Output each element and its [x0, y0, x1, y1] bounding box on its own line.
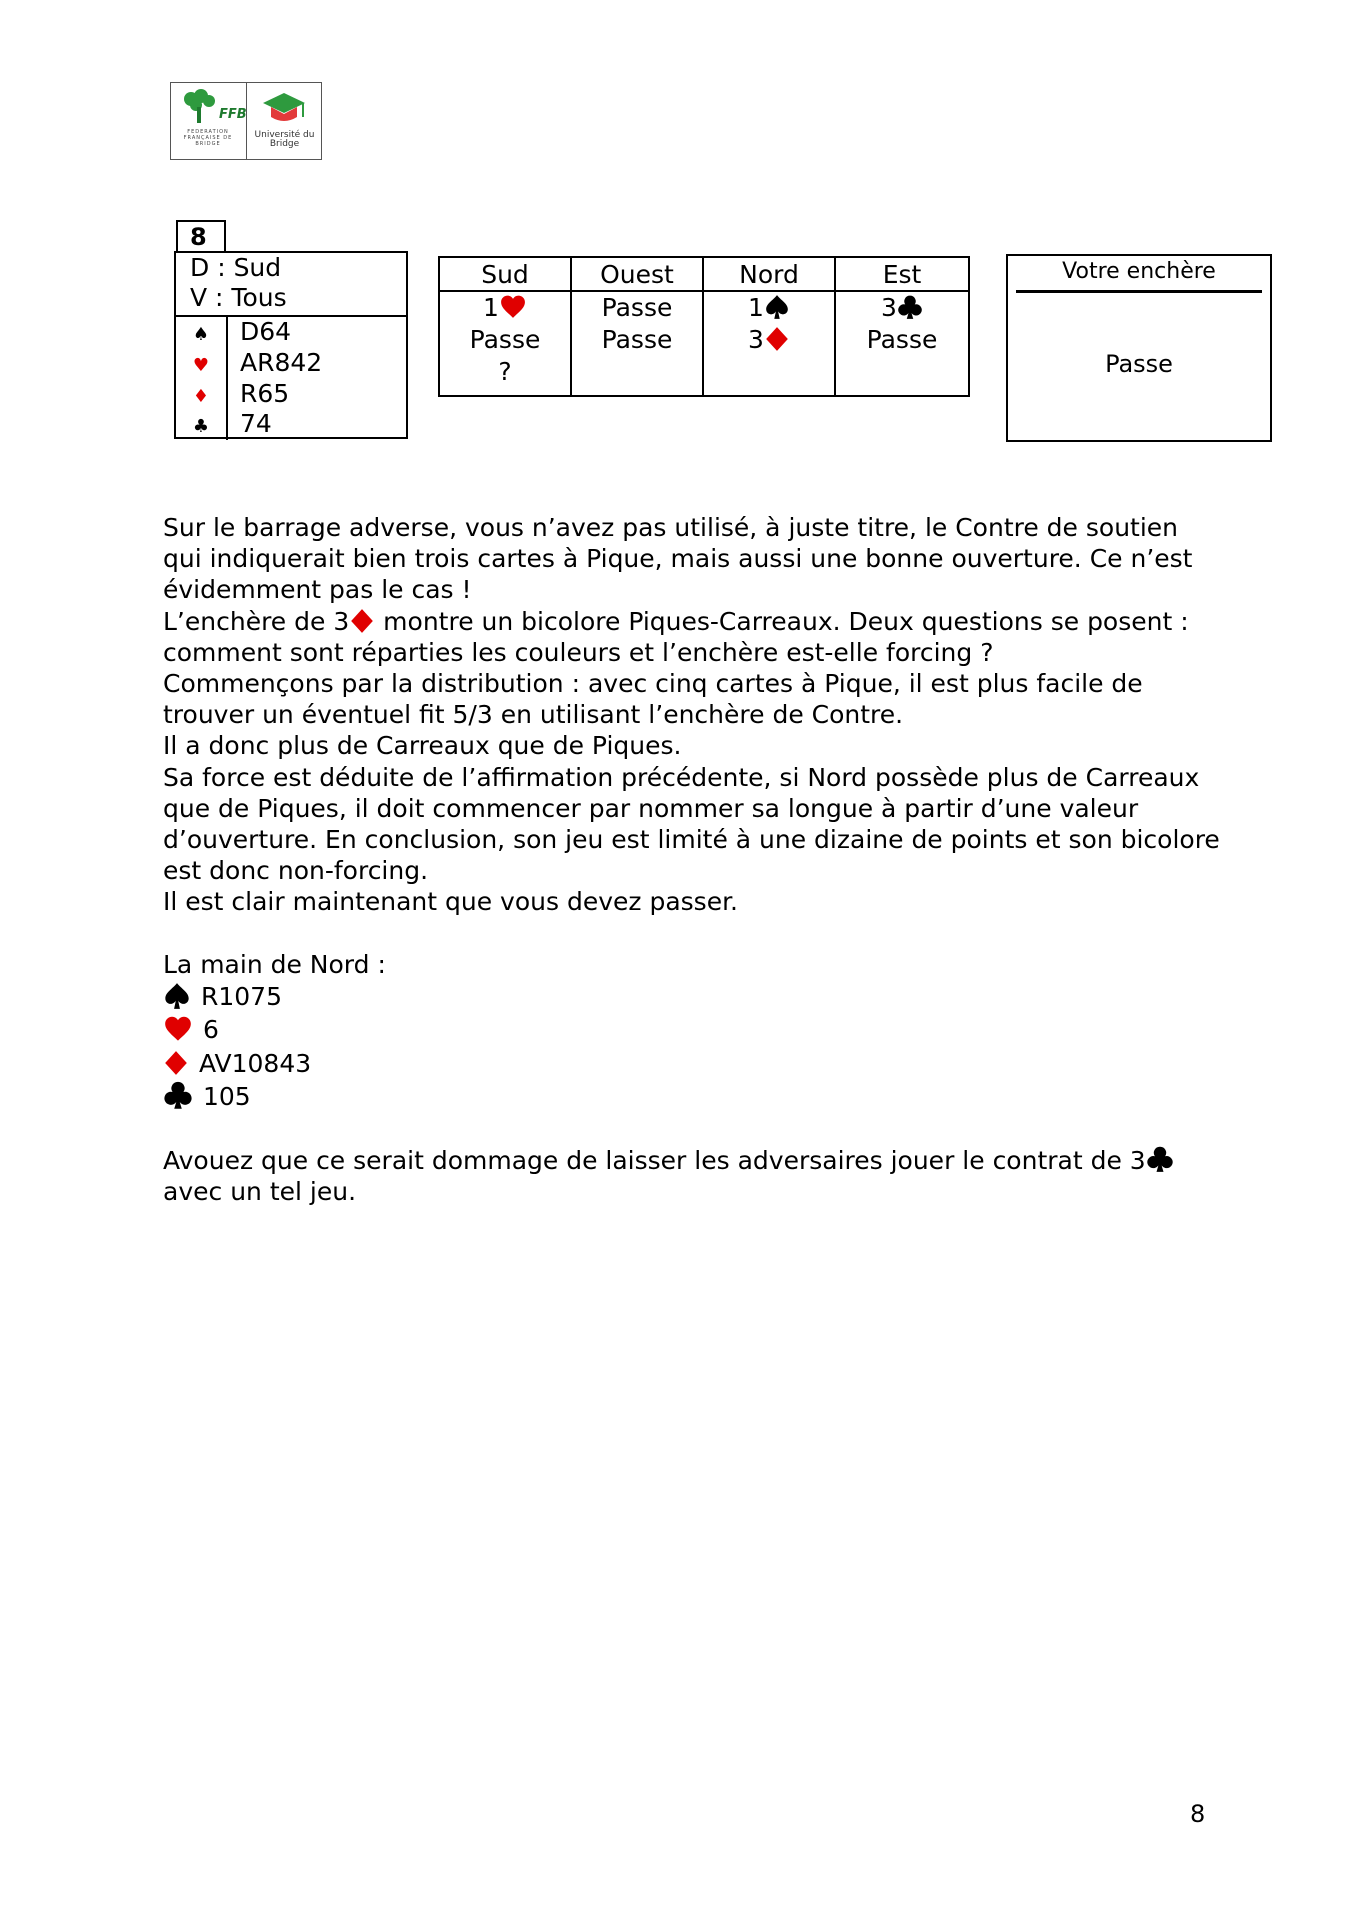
bid-cell — [836, 292, 968, 324]
text-span: Avouez que ce serait dommage de laisser les adversaires jouer le contrat de 3 — [163, 1145, 1146, 1175]
paragraph — [163, 1145, 1223, 1207]
north-hand-title: La main de Nord : — [163, 949, 386, 979]
federation-text: FEDERATION FRANÇAISE DE BRIDGE — [183, 129, 233, 147]
bid-level: 3 — [748, 325, 764, 354]
diamond-icon: ♦ — [192, 385, 210, 407]
tree-icon — [179, 89, 223, 127]
answer-title: Votre enchère — [1016, 256, 1262, 293]
suit-column — [176, 317, 228, 440]
bid-cell: ? — [498, 357, 512, 386]
answer-value: Passe — [1105, 350, 1173, 378]
ffb-logo-left — [171, 83, 247, 159]
bid-level: 1 — [748, 293, 764, 322]
north-diamonds-cards: AV10843 — [199, 1048, 312, 1078]
text-span: L’enchère de 3 — [163, 606, 350, 636]
bid-cell — [440, 292, 570, 324]
paragraph: Sur le barrage adverse, vous n’avez pas utilisé, à juste titre, le Contre de soutien qui indiquerait bien trois cartes à Pique, mais aussi une bonne ouverture. Ce n’est évidemment pas le cas ! — [163, 513, 1193, 605]
ffb-logo-text: FFB — [219, 107, 247, 122]
cards-column — [228, 317, 406, 440]
paragraph — [163, 606, 1223, 668]
text-span: avec un tel jeu. — [163, 1177, 357, 1207]
deal-number: 8 — [176, 220, 226, 252]
paragraph: Sa force est déduite de l’affirmation précédente, si Nord possède plus de Carreaux que de Piques, il doit commencer par nommer sa longue à partir d’une valeur d’ouverture. En conclusion, son jeu est limité à une dizaine de points et son bicolore est donc non-forcing. — [163, 762, 1220, 886]
hand-diamonds: R65 — [240, 378, 290, 408]
bid-header-sud: Sud — [440, 258, 570, 292]
north-spades — [163, 980, 1223, 1014]
bid-level: 3 — [881, 293, 897, 322]
hand-hearts: AR842 — [240, 347, 323, 377]
bid-header-est: Est — [836, 258, 968, 292]
heart-icon: ♥ — [192, 354, 210, 376]
bid-level: 1 — [483, 293, 499, 322]
club-icon — [897, 294, 923, 320]
spade-icon — [764, 294, 790, 320]
ffb-logo — [170, 82, 322, 160]
paragraph: Il est clair maintenant que vous devez passer. — [163, 887, 738, 917]
north-clubs — [163, 1080, 1223, 1114]
club-icon: ♣ — [192, 416, 210, 438]
page-number: 8 — [1190, 1800, 1206, 1828]
hand-spades: D64 — [240, 317, 292, 346]
deal-box — [174, 251, 408, 439]
bid-column-sud — [440, 258, 572, 395]
north-hearts — [163, 1013, 1223, 1047]
diamond-icon — [349, 608, 375, 634]
spade-icon: ♠ — [192, 324, 210, 345]
north-clubs-cards: 105 — [203, 1082, 251, 1112]
bidding-table — [438, 256, 970, 397]
bid-cell — [704, 292, 834, 324]
spade-icon — [163, 982, 191, 1010]
club-icon — [163, 1080, 193, 1110]
north-hearts-cards: 6 — [203, 1015, 219, 1045]
bid-cell: Passe — [469, 325, 541, 354]
bid-header-ouest: Ouest — [572, 258, 702, 292]
bid-cell: Passe — [601, 293, 673, 322]
diamond-icon — [163, 1049, 189, 1077]
south-hand — [176, 317, 406, 440]
bid-cell: Passe — [866, 325, 938, 354]
bid-cell — [704, 324, 834, 356]
answer-box — [1006, 254, 1272, 442]
paragraph: Commençons par la distribution : avec cinq cartes à Pique, il est plus facile de trouver un éventuel fit 5/3 en utilisant l’enchère de Contre. — [163, 669, 1143, 730]
dealer-vuln — [176, 253, 406, 317]
universite-text: Université du Bridge — [254, 130, 315, 149]
bid-column-nord — [704, 258, 836, 395]
paragraph: Il a donc plus de Carreaux que de Piques. — [163, 731, 682, 761]
bid-column-est — [836, 258, 968, 395]
graduation-cap-icon — [261, 91, 307, 127]
text-span: montre un bicolore Piques-Carreaux. Deux questions se posent : comment sont réparties les couleurs et l’enchère est-elle forcing ? — [163, 606, 1189, 667]
bid-column-ouest — [572, 258, 704, 395]
universite-logo — [247, 83, 322, 159]
heart-icon — [163, 1015, 193, 1043]
heart-icon — [499, 294, 527, 320]
north-diamonds — [163, 1047, 1223, 1081]
vulnerability-line: V : Tous — [190, 283, 287, 312]
dealer-line: D : Sud — [190, 253, 282, 282]
hand-clubs: 74 — [240, 409, 272, 439]
north-spades-cards: R1075 — [201, 981, 282, 1011]
diamond-icon — [764, 326, 790, 352]
bid-header-nord: Nord — [704, 258, 834, 292]
club-icon — [1146, 1145, 1174, 1173]
body-text — [163, 512, 1223, 1207]
bid-cell: Passe — [601, 325, 673, 354]
